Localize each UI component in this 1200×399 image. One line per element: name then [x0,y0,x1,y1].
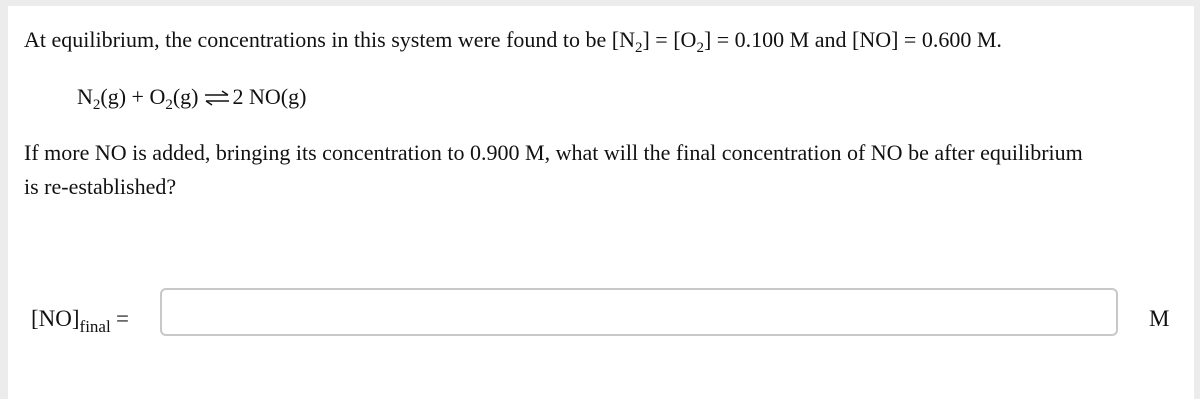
reactant-n2-subscript: 2 [92,97,101,113]
answer-input[interactable] [160,288,1118,336]
question-intro [24,27,1002,56]
product-no: 2 NO(g) [232,84,307,109]
equals-sign: = [116,306,129,331]
intro-text-1: At equilibrium, the concentrations in this system were found to be [N [24,27,635,52]
intro-text-2: ] = [O [642,27,697,52]
intro-text-3: ] = 0.100 M and [NO] = 0.600 M. [703,27,1002,52]
o2-subscript: 2 [696,40,704,56]
reactant-n2-state: (g) + O [100,84,166,109]
question-text-line-1: If more NO is added, bringing its concentration to 0.900 M, what will the final concentration of NO be after equilibrium [24,140,1083,165]
answer-label-text: [NO] [31,306,80,331]
reactant-o2-state: (g) [172,84,199,109]
reactant-o2-subscript: 2 [165,97,173,113]
answer-label [31,306,111,336]
equilibrium-arrows-icon [203,86,231,112]
reaction-equation [77,84,306,112]
question-panel [8,6,1194,399]
unit-label: M [1149,306,1170,331]
n2-subscript: 2 [634,40,643,56]
answer-label-subscript: final [79,317,111,336]
reactant-n2: N [77,84,93,109]
question-text-line-2: is re-established? [24,174,177,199]
